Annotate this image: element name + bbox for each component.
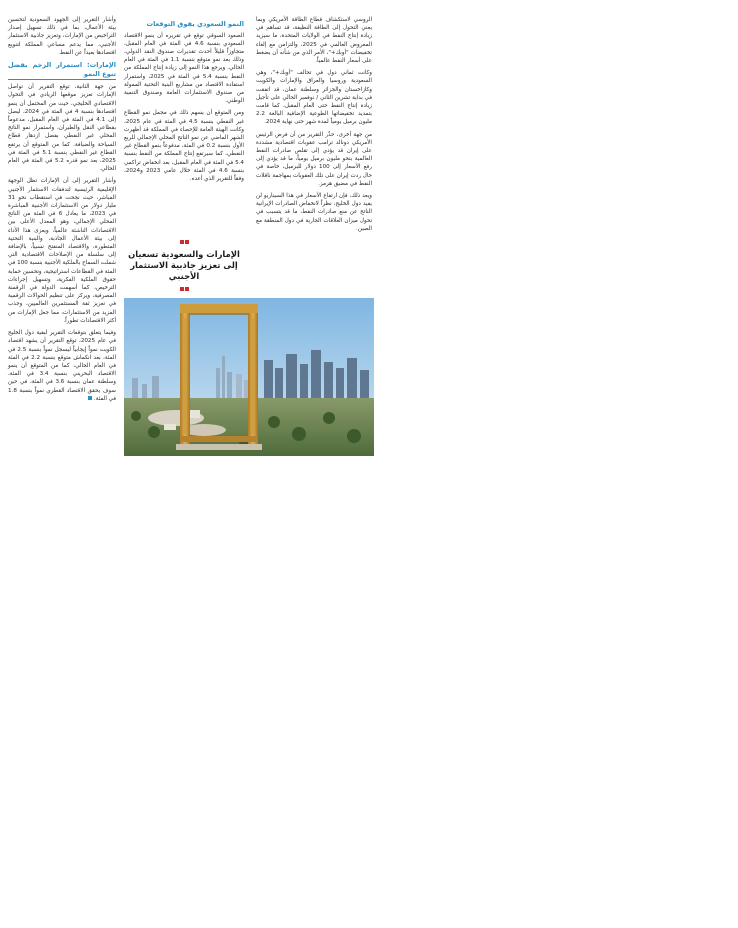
article-column-right <box>256 16 372 237</box>
paragraph <box>8 329 116 403</box>
paragraph: الروسي لاستكشاف قطاع الطاقة الأمريكي وبما يعني التحول إلى الطاقة النظيفة، قد تساهم في زيادة إنتاج النفط في الولايات المتحدة، ما سيزيد المعروض العالمي في 2025، والتزامن مع إلغاء تخفيضات "أوبك+"، الأمر الذي من شأنه أن يضغط على أسعار النفط عالمياً. <box>256 17 372 65</box>
paragraph: ويعد ذلك، فإن ارتفاع الأسعار في هذا السيناريو لن يفيد دول الخليج، نظراً لانخفاض الصادرات الإيرانية الناتج عن منع صادرات النفط، ما قد يتسبب في تحول ميزان العلاقات الجارية في دول المنطقة مع الصين. <box>256 193 372 232</box>
paragraph: من جهة الثانية، توقع التقرير أن تواصل الإمارات تعزيز موقعها الريادي في التحول الاقتصادي الخليجي، حيث من المحتمل أن ينمو اقتصادها بنسبة 4 في المئة في 2024، ليصل إلى 4.1 في المئة في العام المقبل، مدعوماً بقطاعي النقل والطيران، واستمرار نمو الناتج المحلي غير النفطي بفضل ازدهار قطاع السياحة والضيافة. كما من المتوقع أن يرتفع القطاع غير النفطي بنسبة 5.1 في المئة في 2025، بعد نمو قدره 5.2 في المئة في العام الحالي. <box>8 84 117 173</box>
paragraph: وأشار التقرير إلى أن الإمارات تظل الوجهة الإقليمية الرئيسية لتدفقات الاستثمار الأجنبي المباشر، حيث نجحت في استقطاب نحو 31 مليار دولار من الاستثمارات الأجنبية المباشرة في 2023، ما يعادل 6 في المئة من الناتج المحلي الإجمالي، وهو المعدل الأعلى بين الاقتصادات الناشئة عالمياً، ويعزى هذا الأداء إلى بيئة الأعمال الجاذبة، والبنية التحتية المتطورة، والاقتصاد المنفتح نسبياً، بالإضافة إلى سلسلة من الإصلاحات الاقتصادية التي شملت السماح بالملكية الأجنبية بنسبة 100 في المئة في القطاعات استراتيجية، وتحسين حماية حقوق الملكية الفكرية، وتسهيل إجراءات الترخيص، كما أسهمت الدولة في الرقمنة المصرفية، ويركز على تنظيم الحوالات الرقمية في تعزيز ثقة المستثمرين العالميين، وجذب المزيد من الاستثمارات، مما جعل الإمارات من أكثر الاقتصادات تطوراً. <box>8 178 116 324</box>
dubai-frame-illustration <box>124 298 374 456</box>
paragraph: الصعود السوقي توقع في تقريره أن ينمو الاقتصاد السعودي بنسبة 4.6 في المئة في العام المقبل، متجاوزاً قليلاً أحدث تقديرات صندوق النقد الدولي، وذلك بعد نمو متوقع بنسبة 1.1 في المئة في العام الحالي. ويرجع هذا النمو إلى زيادة إنتاج المملكة من النفط بنسبة 5.4 في المئة في 2025، واستمرار استفادة الاقتصاد من مشاريع البنية التحتية الممولة من صندوق الاستثمارات العامة وصندوق التنمية الوطني. <box>124 32 244 105</box>
end-of-article-icon <box>88 396 92 400</box>
paragraph: ومن المتوقع أن يسهم ذلك في مجمل نمو القطاع غير النفطي بنسبة 4.5 في المئة في عام 2025، وكانت الهيئة العامة للإحصاء في المملكة قد أظهرت الشهر الماضي عن نمو الناتج المحلي الإجمالي للربع الأول بنسبة 0.2 في المئة، مدفوعاً بنمو القطاع غير النفطي، كما سيرتفع إنتاج المملكة من النفط بنسبة 5.4 في المئة في العام المقبل، بعد انخفاض تراكمي بنسبة 4.6 في المئة خلال عامي 2023 و2024، وفقاً للتقرير الذي أعده. <box>124 110 245 183</box>
paragraph: وكانت ثماني دول في تحالف "أوبك+"، وهي السعودية وروسيا والعراق والإمارات والكويت وكازاخستان والجزائر وسلطنة عمان، قد اتفقت في بداية تشرين الثاني / نوفمبر الحالي على تأجيل زيادة إنتاج النفط حتى العام المقبل، كما قامت بتمديد تخفيضاتها الطوعية الإضافية البالغة 2.2 مليون برميل يومياً لمدة شهر حتى نهاية 2024. <box>256 70 372 126</box>
section-heading-uae: الإمارات: استمرار الزخم بفضل تنوع النمو <box>8 61 116 80</box>
article-column-left <box>8 16 116 407</box>
pull-quote-text: الإمارات والسعودية تسعيان إلى تعزيز جاذبية الاستثمار الأجنبي <box>128 249 240 281</box>
pull-quote <box>124 238 244 293</box>
section-heading-saudi: النمو السعودي يفوق التوقعات <box>146 20 244 28</box>
dubai-frame-photo <box>124 298 374 456</box>
article-column-middle <box>124 16 244 187</box>
paragraph-text: وفيما يتعلق بتوقعات التقرير لبقية دول الخليج في عام 2025، توقع التقرير أن يشهد اقتصاد الكويت نمواً إيجابياً ليسجل نمواً بنسبة 2.5 في المئة، بعد انكماش متوقع بنسبة 2.2 في المئة في العام الحالي، كما من المتوقع أن ينمو الاقتصاد البحريني بنسبة 3.4 في المئة، وسلطنة عمان بنسبة 3.6 في المئة، في حين سوف يحقق الاقتصاد القطري نمواً بنسبة 1.8 في المئة. <box>8 330 116 402</box>
paragraph: من جهة أخرى، حذّر التقرير من أن فرض الرئيس الأمريكي دونالد ترامب عقوبات اقتصادية مشددة على إيران قد يؤدي إلى تقلص صادرات النفط العالمية بنحو مليون برميل يومياً، ما قد يؤدي إلى رفع الأسعار إلى 100 دولار للبرميل، خاصة في حال ردت إيران على تلك العقوبات بمهاجمة ناقلات النفط في مضيق هرمز. <box>256 131 373 187</box>
red-square-marker-icon <box>124 240 244 244</box>
red-square-marker-icon <box>124 287 244 291</box>
paragraph: وأشار التقرير إلى الجهود السعودية لتحسين بيئة الأعمال، بما في ذلك تسهيل إصدار التراخيص من الإمارات، وتعزيز جاذبية الاستثمار الأجنبي، مما يدعم مساعي المملكة لتنويع اقتصادها بعيداً عن النفط. <box>8 17 116 56</box>
